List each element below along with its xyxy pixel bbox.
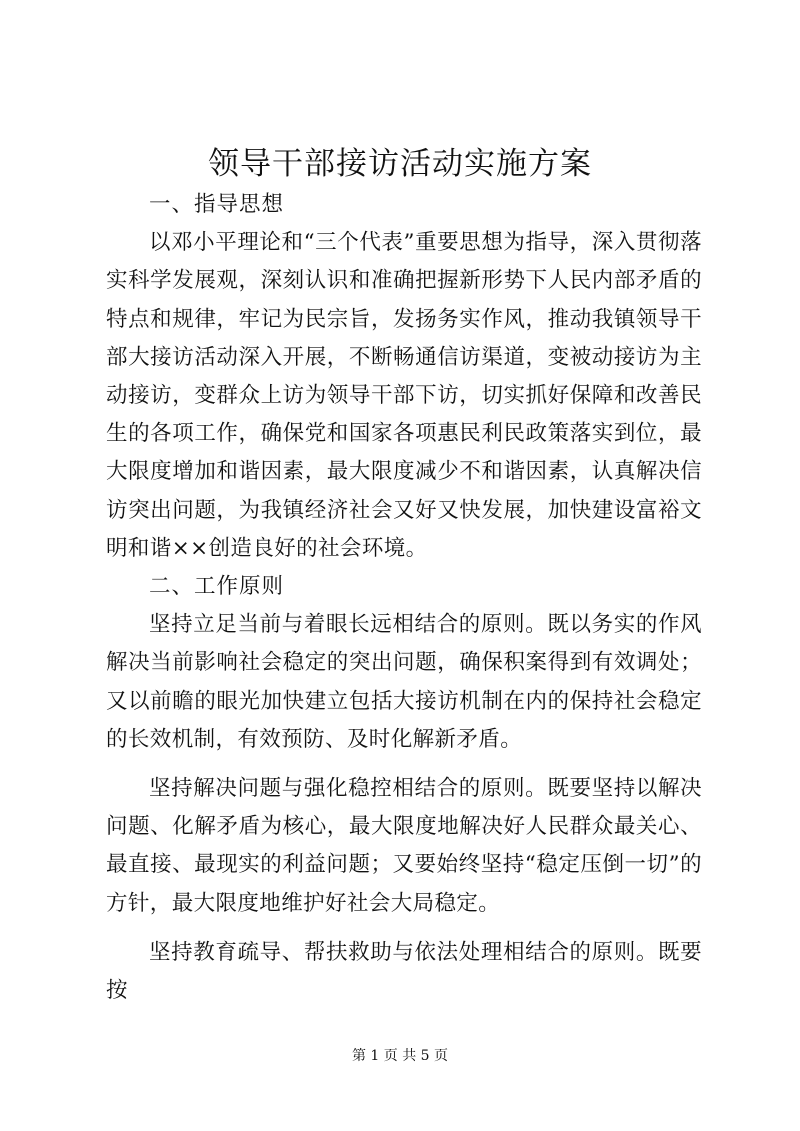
- section-heading: 一、指导思想: [149, 192, 285, 217]
- paragraph: 坚持立足当前与着眼长远相结合的原则。既以务实的作风解决当前影响社会稳定的突出问题，确保积案得到有效调处；又以前瞻的眼光加快建立包括大接访机制在内的保持社会稳定的长效机制，有效预防、及时化解新矛盾。: [106, 612, 702, 752]
- section-heading: 二、工作原则: [149, 574, 285, 600]
- document-body: [106, 186, 702, 1010]
- paragraph: 坚持教育疏导、帮扶救助与依法处理相结合的原则。既要按: [106, 939, 702, 1004]
- paragraph: 坚持解决问题与强化稳控相结合的原则。既要坚持以解决问题、化解矛盾为核心，最大限度地解决好人民群众最关心、最直接、最现实的利益问题；又要始终坚持“稳定压倒一切”的方针，最大限度地维护好社会大局稳定。: [106, 776, 702, 916]
- document-title: 领导干部接访活动实施方案: [208, 146, 592, 182]
- page-number-footer: 第 1 页 共 5 页: [351, 1048, 449, 1064]
- paragraph: 以邓小平理论和“三个代表”重要思想为指导，深入贯彻落实科学发展观，深刻认识和准确把握新形势下人民内部矛盾的特点和规律，牢记为民宗旨，发扬务实作风，推动我镇领导干部大接访活动深入开展，不断畅通信访渠道，变被动接访为主动接访，变群众上访为领导干部下访，切实抓好保障和改善民生的各项工作，确保党和国家各项惠民利民政策落实到位，最大限度增加和谐因素，最大限度减少不和谐因素，认真解决信访突出问题，为我镇经济社会又好又快发展，加快建设富裕文明和谐××创造良好的社会环境。: [106, 230, 702, 561]
